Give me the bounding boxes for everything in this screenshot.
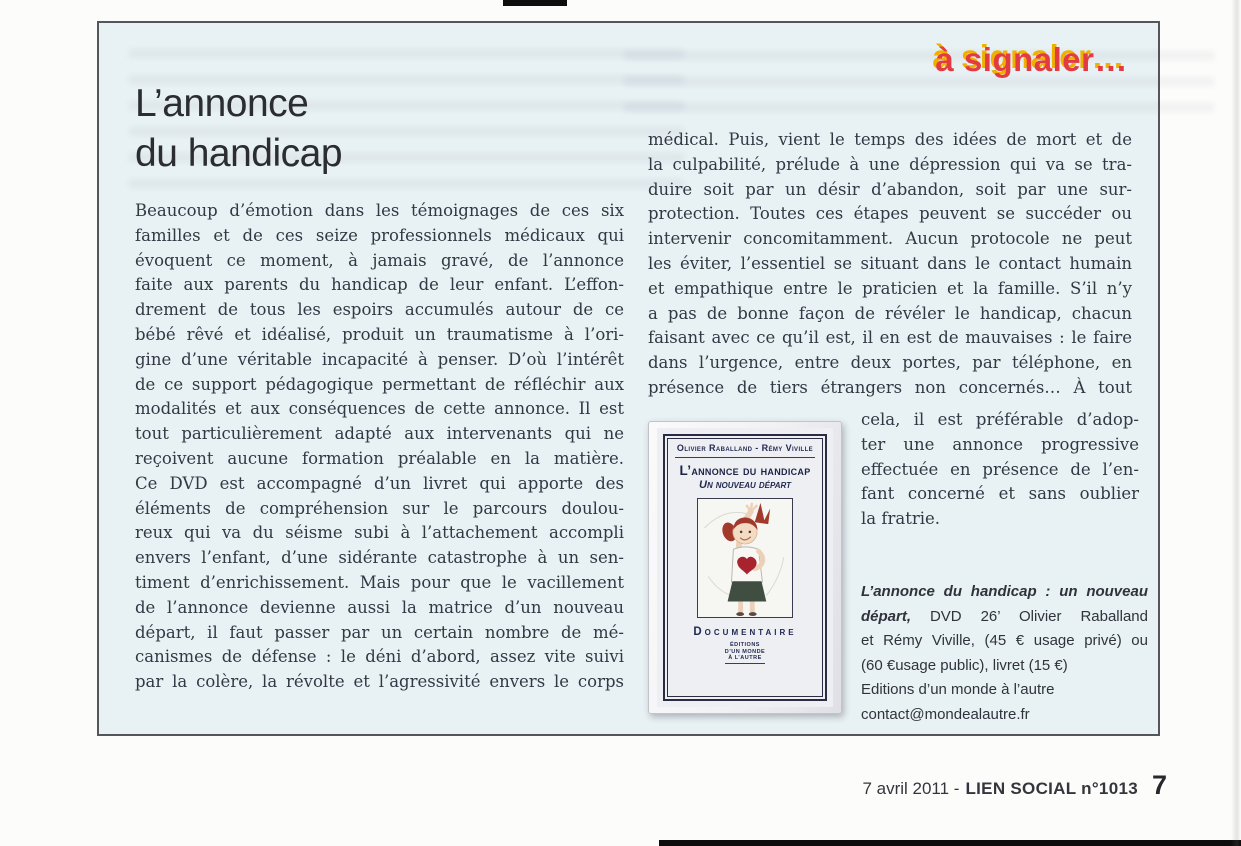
text-line: éléments de compréhension sur le parcours doulou- bbox=[135, 498, 624, 518]
dvd-rule bbox=[675, 457, 815, 458]
girl-illustration bbox=[697, 498, 793, 618]
dvd-cover-photo bbox=[648, 421, 842, 714]
text-line: et empathique entre le praticien et la famille. S’il n’y bbox=[648, 278, 1132, 298]
article-left-column bbox=[135, 199, 624, 695]
text-line: faisant avec ce qu’il est, il en est de mauvaises : le faire bbox=[648, 328, 1132, 348]
article-title bbox=[135, 79, 342, 179]
text-line: familles et de ces seize professionnels médicaux qui bbox=[135, 225, 624, 245]
text-line: contact@mondealautre.fr bbox=[861, 705, 1030, 723]
text-line: les éviter, l’essentiel se situant dans le contact humain bbox=[648, 253, 1132, 273]
text-line: (60 €usage public), livret (15 €) bbox=[861, 656, 1068, 674]
text-line: envers l’enfant, d’une sidérante catastrophe à un sen- bbox=[135, 548, 624, 568]
text-line: bébé rêvé et idéalisé, produit un traumatisme à l’ori- bbox=[135, 324, 624, 344]
scan-edge-shade bbox=[1231, 0, 1241, 846]
dvd-genre: Documentaire bbox=[693, 626, 797, 638]
text-line: tout particulièrement adapté aux intervenants qui ne bbox=[135, 424, 624, 444]
text-line: la fratrie. bbox=[861, 509, 940, 529]
dvd-caption bbox=[861, 580, 1148, 727]
text-line: fant concerné et sans oublier bbox=[861, 484, 1139, 504]
text-line: reux qui va du séisme subi à l’attachement accompli bbox=[135, 523, 624, 543]
article-right-column-narrow bbox=[861, 408, 1139, 532]
text-line: cela, il est préférable d’adop- bbox=[861, 410, 1139, 429]
text-line: duire soit par un désir d’abandon, soit par une sur- bbox=[648, 179, 1132, 199]
dvd-publisher-logo: ÉDITIONS D’UN MONDE À L’AUTRE bbox=[725, 642, 765, 664]
text-line: modalités et aux conséquences de cette annonce. Il est bbox=[135, 399, 624, 419]
text-line: départ, il faut passer par un certain nombre de mé- bbox=[135, 622, 624, 642]
article-right-column bbox=[648, 128, 1132, 401]
text-line: par la colère, la révolte et l’agressivité envers le corps bbox=[135, 672, 624, 692]
dvd-cover-content bbox=[669, 440, 821, 695]
scan-artifact-bottom bbox=[659, 840, 1241, 846]
text-line: reçoivent aucune formation préalable en la matière. bbox=[135, 448, 624, 468]
text-line: intervenir concomitamment. Aucun protocole ne peut bbox=[648, 229, 1132, 249]
text-line: médical. Puis, vient le temps des idées de mort et de bbox=[648, 130, 1132, 149]
text-line: L’annonce du handicap : un nouveau bbox=[861, 583, 1148, 600]
dvd-title: L’annonce du handicap bbox=[679, 463, 811, 478]
footer-page-number: 7 bbox=[1151, 770, 1167, 800]
text-line: canismes de défense : le déni d’abord, assez vite suivi bbox=[135, 647, 624, 667]
dvd-cover bbox=[657, 428, 833, 707]
scan-artifact-top bbox=[503, 0, 567, 6]
text-line: Beaucoup d’émotion dans les témoignages de ces six bbox=[135, 201, 624, 220]
text-line: protection. Toutes ces étapes peuvent se succéder ou bbox=[648, 204, 1132, 224]
text-line: présence de tiers étrangers non concernés… À tout bbox=[648, 377, 1132, 397]
text-line: timent d’enrichissement. Mais pour que le vacillement bbox=[135, 572, 624, 592]
text-line: Editions d’un monde à l’autre bbox=[861, 681, 1055, 698]
text-line: effectuée en présence de l’en- bbox=[861, 459, 1139, 479]
text-line: dans l’urgence, entre deux portes, par téléphone, en bbox=[648, 353, 1132, 373]
text-line: la culpabilité, prélude à une dépression qui va se tra- bbox=[648, 154, 1132, 174]
text-line: départ, DVD 26’ Olivier Raballand bbox=[861, 607, 1148, 625]
text-line: a pas de bonne façon de révéler le handicap, chacun bbox=[648, 303, 1132, 323]
page-footer bbox=[862, 770, 1167, 801]
text-line: drement de tous les espoirs accumulés autour de ce bbox=[135, 300, 624, 320]
article-panel bbox=[97, 21, 1160, 736]
text-line: et Rémy Viville, (45 € usage privé) ou bbox=[861, 632, 1148, 649]
text-line: de ce support pédagogique permettant de réfléchir aux bbox=[135, 374, 624, 394]
section-label: à signaler… bbox=[935, 41, 1128, 78]
dvd-subtitle: Un nouveau départ bbox=[699, 479, 791, 491]
footer-date: 7 avril 2011 - bbox=[862, 779, 960, 798]
dvd-authors: Olivier Raballand - Rémy Viville bbox=[676, 443, 814, 453]
text-line: évoquent ce moment, à jamais gravé, de l’annonce bbox=[135, 250, 624, 270]
article-title-line1: L’annonce bbox=[135, 82, 309, 125]
footer-magazine: LIEN SOCIAL n°1013 bbox=[965, 779, 1138, 798]
article-title-line2: du handicap bbox=[135, 132, 343, 175]
text-line: ter une annonce progressive bbox=[861, 434, 1139, 454]
text-line: de l’annonce devienne aussi la matrice d’un nouveau bbox=[135, 597, 624, 617]
text-line: Ce DVD est accompagné d’un livret qui apporte des bbox=[135, 473, 624, 493]
text-line: faite aux parents du handicap de leur enfant. L’effon- bbox=[135, 275, 624, 295]
text-line: gine d’une véritable incapacité à penser. D’où l’intérêt bbox=[135, 349, 624, 369]
